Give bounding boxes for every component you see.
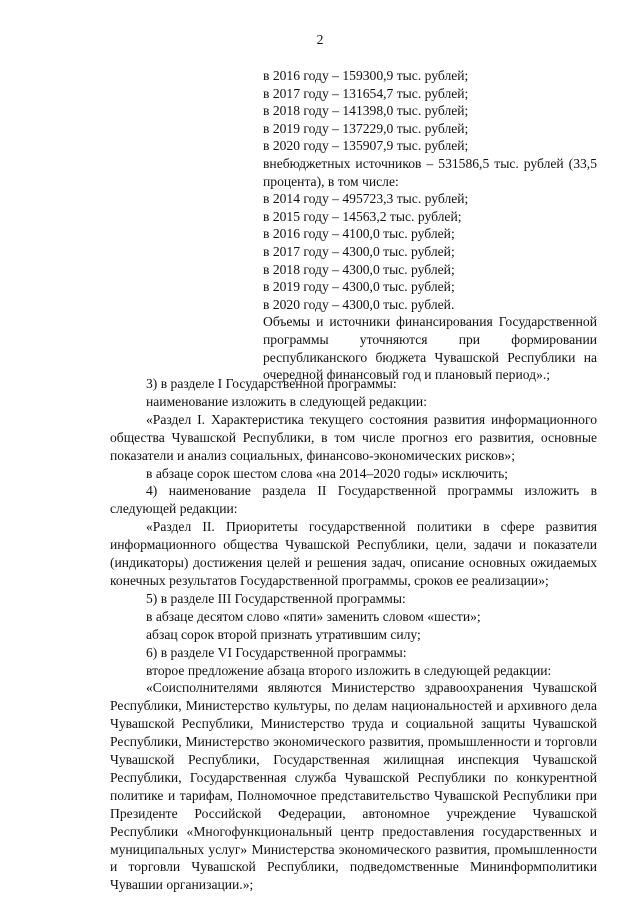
paragraph: 6) в разделе VI Государственной программы:: [146, 644, 407, 660]
amendments-body: [110, 375, 597, 894]
financing-line: в 2017 году – 4300,0 тыс. рублей;: [263, 243, 455, 259]
financing-line: в 2019 году – 4300,0 тыс. рублей;: [263, 279, 455, 295]
paragraph: абзац сорок второй признать утратившим силу;: [146, 626, 421, 642]
paragraph: 5) в разделе III Государственной программы:: [146, 590, 406, 606]
volumes-paragraph: Объемы и источники финансирования Государственной программы уточняются при формировании республиканского бюджета Чувашской Республики на очередной финансовый год и плановый период».;: [263, 314, 597, 383]
financing-line: в 2016 году – 159300,9 тыс. рублей;: [263, 68, 469, 83]
financing-line: в 2015 году – 14563,2 тыс. рублей;: [263, 208, 462, 224]
financing-line: в 2016 году – 4100,0 тыс. рублей;: [263, 226, 455, 242]
paragraph: в абзаце десятом слово «пяти» заменить словом «шести»;: [146, 608, 481, 624]
financing-line: в 2019 году – 137229,0 тыс. рублей;: [263, 120, 469, 136]
paragraph: «Соисполнителями являются Министерство здравоохранения Чувашской Республики, Министерство культуры, по делам национальностей и архивного дела Чувашской Республики, Министерство труда и социальной защиты Чувашской Республики, Министерство экономического развития, промышленности и торговли Чувашской Республики, Государственная жилищная инспекция Чувашской Республики, Государственная служба Чувашской Республики по конкурентной политике и тарифам, Полномочное представительство Чувашской Республики при Президенте Российской Федерации, автономное учреждение Чувашской Республики «Многофункциональный центр предоставления государственных и муниципальных услуг» Министерства экономического развития, промышленности и торговли Чувашской Республики, подведомственные Мининформполитики Чувашии организации.»;: [110, 680, 597, 893]
page-number: 2: [316, 32, 324, 47]
paragraph: «Раздел II. Приоритеты государственной политики в сфере развития информационного общества Чувашской Республики, цели, задачи и показатели (индикаторы) достижения целей и решения задач, описание основных ожидаемых конечных результатов Государственной программы, сроков ее реализации»;: [110, 519, 597, 588]
financing-line: в 2020 году – 4300,0 тыс. рублей.: [263, 296, 455, 312]
financing-line: в 2020 году – 135907,9 тыс. рублей;: [263, 138, 469, 154]
financing-block: [263, 67, 597, 384]
financing-line: в 2014 году – 495723,3 тыс. рублей;: [263, 191, 469, 207]
financing-line: в 2017 году – 131654,7 тыс. рублей;: [263, 85, 469, 101]
extrabudget-paragraph: внебюджетных источников – 531586,5 тыс. рублей (33,5 процента), в том числе:: [263, 155, 597, 189]
paragraph: наименование изложить в следующей редакции:: [146, 393, 427, 409]
paragraph: 4) наименование раздела II Государственной программы изложить в следующей редакции:: [110, 483, 597, 517]
paragraph: второе предложение абзаца второго изложить в следующей редакции:: [146, 662, 552, 678]
financing-line: в 2018 году – 4300,0 тыс. рублей;: [263, 261, 455, 277]
paragraph: в абзаце сорок шестом слова «на 2014–2020 годы» исключить;: [146, 465, 509, 481]
paragraph: 3) в разделе I Государственной программы:: [146, 376, 397, 391]
financing-line: в 2018 году – 141398,0 тыс. рублей;: [263, 103, 469, 119]
paragraph: «Раздел I. Характеристика текущего состояния развития информационного общества Чувашской Республики, в том числе прогноз его развития, основные показатели и анализ социальных, финансово-экономических рисков»;: [110, 411, 597, 463]
